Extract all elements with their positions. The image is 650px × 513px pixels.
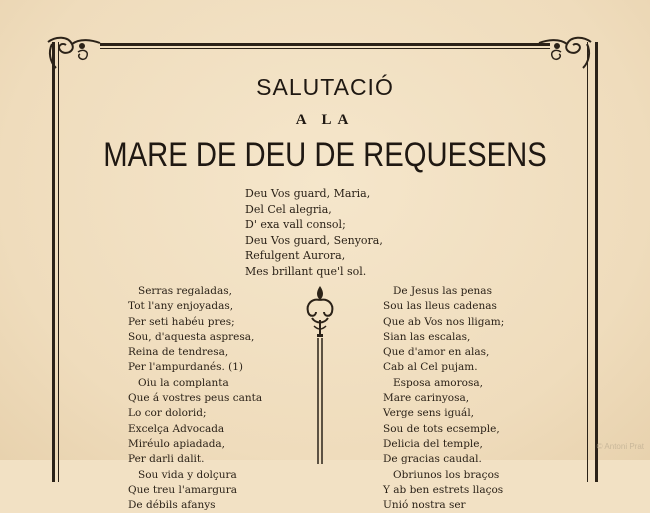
verse-line: Reina de tendresa, [128, 346, 229, 359]
verse-line: Delicia del temple, [383, 437, 483, 450]
verse-line: Sou de tots ecsemple, [383, 422, 500, 435]
verse-line: Unió nostra ser [383, 499, 466, 512]
verse-line: Obriunos los braços [393, 468, 500, 481]
corner-ornament-left-icon [42, 34, 102, 70]
verse-line: Excelça Advocada [128, 422, 225, 435]
right-column [383, 284, 573, 513]
center-fleur-ornament-icon [300, 284, 340, 464]
verse-line: Lo cor dolorid; [128, 407, 207, 420]
verse-line: Que d'amor en alas, [383, 346, 490, 359]
verse-line: Sian las escalas, [383, 330, 471, 343]
corner-ornament-right-icon [537, 34, 597, 70]
verse-line: Miréulo apiadada, [128, 437, 226, 450]
verse-line: De Jesus las penas [393, 285, 492, 297]
watermark: © Antoni Prat [596, 442, 644, 451]
intro-line: Deu Vos guard, Senyora, [245, 233, 383, 247]
verse-line: Que ab Vos nos lligam; [383, 315, 505, 328]
top-rule-thin [100, 48, 550, 49]
verse-line: Verge sens iguál, [383, 407, 475, 420]
verse-line: Esposa amorosa, [393, 376, 483, 389]
verse-line: Sou vida y dolçura [138, 468, 237, 481]
intro-line: Del Cel alegria, [245, 202, 332, 216]
intro-stanza [245, 186, 465, 279]
intro-line: Deu Vos guard, Maria, [245, 187, 371, 200]
intro-line: Mes brillant que'l sol. [245, 264, 367, 278]
verse-line: Mare carinyosa, [383, 392, 470, 405]
verse-line: De gracias caudal. [383, 453, 482, 466]
verse-line: Y ab ben estrets llaços [383, 483, 504, 496]
verse-line: Sou las lleus cadenas [383, 300, 497, 313]
title-main: MARE DE DEU DE REQUESENS [103, 136, 547, 174]
verse-line: Per darli dalit. [128, 453, 205, 466]
title-a-la: A LA [295, 112, 355, 128]
title-salutacio: SALUTACIÓ [256, 74, 394, 100]
left-column [128, 284, 318, 513]
verse-line: Que á vostres peus canta [128, 392, 263, 405]
intro-line: D' exa vall consol; [245, 218, 346, 231]
verse-line: Per l'ampurdanés. (1) [128, 361, 244, 374]
verse-line: De débils afanys [128, 499, 216, 512]
verse-line: Cab al Cel pujam. [383, 361, 478, 374]
intro-line: Refulgent Aurora, [245, 249, 346, 262]
verse-line: Per seti habéu pres; [128, 315, 235, 328]
verse-line: Tot l'any enjoyadas, [128, 300, 234, 313]
top-rule [100, 43, 550, 46]
verse-line: Que treu l'amargura [128, 483, 237, 496]
verse-line: Oiu la complanta [138, 376, 229, 389]
verse-line: Sou, d'aquesta aspresa, [128, 330, 255, 343]
verse-line: Serras regaladas, [138, 285, 232, 297]
